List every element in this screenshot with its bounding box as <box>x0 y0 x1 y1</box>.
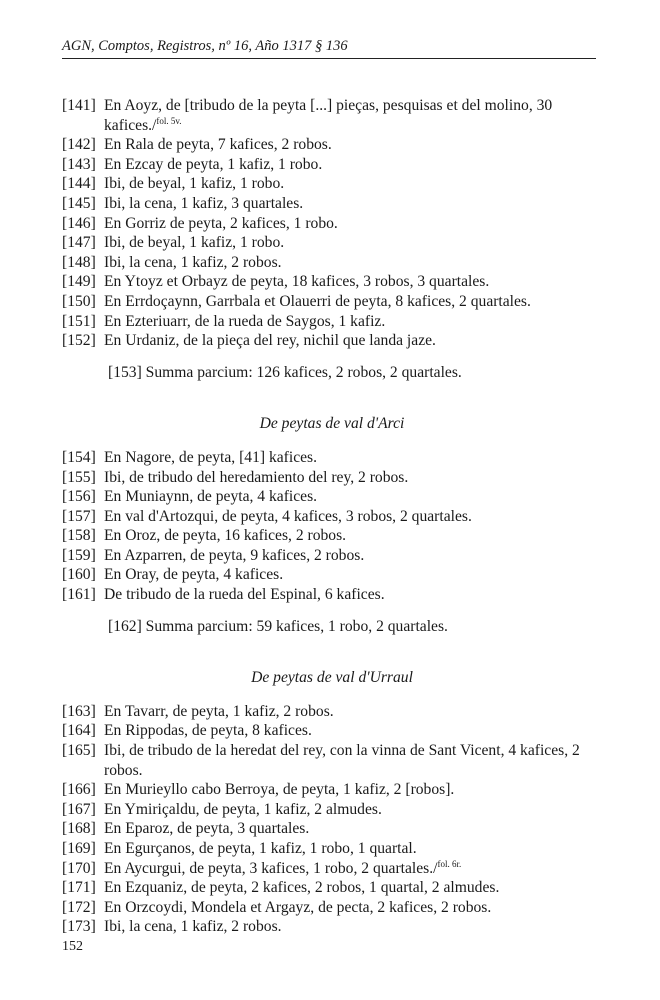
entry-text-wrap <box>104 96 602 135</box>
document-body <box>62 96 602 937</box>
entry-text: Ibi, de tribudo de la heredat del rey, con la vinna de Sant Vicent, 4 kafices, 2 robos. <box>104 742 580 779</box>
entry-number: [154] <box>62 448 96 466</box>
entry-text-wrap <box>104 526 602 546</box>
entry-number: [146] <box>62 214 96 232</box>
entry-number: [157] <box>62 507 96 525</box>
entry-row <box>62 468 602 488</box>
entry-text-wrap <box>104 585 602 605</box>
entry-row <box>62 546 602 566</box>
entry-text-wrap <box>104 487 602 507</box>
entry-text: En Azparren, de peyta, 9 kafices, 2 robos. <box>104 546 365 564</box>
entry-row <box>62 741 602 780</box>
entry-number: [151] <box>62 312 96 330</box>
entry-text-wrap <box>104 917 602 937</box>
entry-row <box>62 565 602 585</box>
entry-number: [171] <box>62 879 96 897</box>
entry-text-wrap <box>104 800 602 820</box>
entry-row <box>62 507 602 527</box>
entry-text: En Ezcay de peyta, 1 kafiz, 1 robo. <box>104 155 323 173</box>
entry-text: En Murieyllo cabo Berroya, de peyta, 1 kafiz, 2 [robos]. <box>104 781 455 799</box>
entry-text: En Tavarr, de peyta, 1 kafiz, 2 robos. <box>104 702 334 720</box>
entry-row <box>62 839 602 859</box>
entries-group-2 <box>62 448 602 605</box>
entry-text-wrap <box>104 741 602 780</box>
entry-text: En Rippodas, de peyta, 8 kafices. <box>104 722 312 740</box>
entry-text-wrap <box>104 312 602 332</box>
folio-note: fol. 6r. <box>437 858 462 869</box>
entry-text: En val d'Artozqui, de peyta, 4 kafices, 3 robos, 2 quartales. <box>104 507 472 525</box>
entry-number: [152] <box>62 332 96 350</box>
entry-row <box>62 526 602 546</box>
entry-row <box>62 780 602 800</box>
entry-text: En Egurçanos, de peyta, 1 kafiz, 1 robo, 1 quartal. <box>104 840 417 857</box>
entry-number: [169] <box>62 840 96 857</box>
entry-text: En Ezquaniz, de peyta, 2 kafices, 2 robos, 1 quartal, 2 almudes. <box>104 879 500 897</box>
entry-text-wrap <box>104 194 602 214</box>
entry-text-wrap <box>104 331 602 351</box>
entry-number: [167] <box>62 800 96 818</box>
entry-row <box>62 96 602 135</box>
entry-row <box>62 448 602 468</box>
entry-text-wrap <box>104 721 602 741</box>
entry-row <box>62 233 602 253</box>
entry-text-wrap <box>104 253 602 273</box>
entry-number: [159] <box>62 546 96 564</box>
entry-text: En Oroz, de peyta, 16 kafices, 2 robos. <box>104 527 347 545</box>
entry-row <box>62 174 602 194</box>
entry-row <box>62 272 602 292</box>
entry-text-wrap <box>104 859 602 879</box>
entry-text: En Rala de peyta, 7 kafices, 2 robos. <box>104 136 332 154</box>
entry-row <box>62 702 602 722</box>
entry-text: De tribudo de la rueda del Espinal, 6 kafices. <box>104 586 385 604</box>
entry-number: [150] <box>62 292 96 310</box>
entry-number: [156] <box>62 488 96 506</box>
entry-text: En Aycurgui, de peyta, 3 kafices, 1 robo, 2 quartales./ <box>104 859 438 877</box>
entry-text: En Aoyz, de [tribudo de la peyta [...] pieças, pesquisas et del molino, 30 kafices./ <box>104 97 553 134</box>
entry-text: En Nagore, de peyta, [41] kafices. <box>104 448 318 466</box>
entry-text: En Gorriz de peyta, 2 kafices, 1 robo. <box>104 214 338 232</box>
entry-text: En Urdaniz, de la pieça del rey, nichil que landa jaze. <box>104 332 436 350</box>
entry-row <box>62 253 602 273</box>
entry-number: [144] <box>62 175 96 193</box>
entry-number: [149] <box>62 273 96 291</box>
entry-text-wrap <box>104 233 602 253</box>
entry-number: [155] <box>62 468 96 486</box>
entry-row <box>62 878 602 898</box>
entry-number: [148] <box>62 253 96 271</box>
section-title-val-durraul: De peytas de val d'Urraul <box>251 669 413 687</box>
entry-text-wrap <box>104 780 602 800</box>
entry-number: [170] <box>62 859 96 877</box>
entry-text-wrap <box>104 272 602 292</box>
entry-number: [165] <box>62 742 96 760</box>
entry-number: [142] <box>62 136 96 154</box>
entry-number: [164] <box>62 722 96 740</box>
entry-text-wrap <box>104 174 602 194</box>
entry-row <box>62 194 602 214</box>
entry-row <box>62 312 602 332</box>
entry-text-wrap <box>104 135 602 155</box>
entry-text-wrap <box>104 292 602 312</box>
entry-row <box>62 214 602 234</box>
entry-row <box>62 331 602 351</box>
entry-text: En Oray, de peyta, 4 kafices. <box>104 566 284 584</box>
entry-number: [173] <box>62 918 96 936</box>
entry-text: En Ymiriçaldu, de peyta, 1 kafiz, 2 almudes. <box>104 800 382 818</box>
entry-row <box>62 135 602 155</box>
entry-text: En Ytoyz et Orbayz de peyta, 18 kafices, 3 robos, 3 quartales. <box>104 273 490 291</box>
entry-number: [163] <box>62 702 96 720</box>
entry-text-wrap <box>104 839 602 859</box>
entry-text-wrap <box>104 214 602 234</box>
entry-number: [147] <box>62 234 96 252</box>
entry-text-wrap <box>104 448 602 468</box>
entry-text-wrap <box>104 546 602 566</box>
running-head: AGN, Comptos, Registros, nº 16, Año 1317 § 136 <box>62 38 348 54</box>
entry-number: [166] <box>62 781 96 799</box>
entry-row <box>62 917 602 937</box>
entry-number: [160] <box>62 566 96 584</box>
entry-row <box>62 859 602 879</box>
entry-row <box>62 819 602 839</box>
entry-text: En Eparoz, de peyta, 3 quartales. <box>104 820 310 838</box>
entry-text: En Orzcoydi, Mondela et Argayz, de pecta, 2 kafices, 2 robos. <box>104 898 492 916</box>
entry-text: Ibi, de beyal, 1 kafiz, 1 robo. <box>104 175 285 193</box>
entry-text-wrap <box>104 155 602 175</box>
entry-text: Ibi, la cena, 1 kafiz, 2 robos. <box>104 253 282 271</box>
entry-row <box>62 155 602 175</box>
entry-text: Ibi, de beyal, 1 kafiz, 1 robo. <box>104 234 285 252</box>
entry-number: [141] <box>62 97 96 114</box>
entry-number: [145] <box>62 194 96 212</box>
entry-text: Ibi, de tribudo del heredamiento del rey, 2 robos. <box>104 468 409 486</box>
page-number: 152 <box>62 939 83 954</box>
entry-text: En Errdoçaynn, Garrbala et Olauerri de peyta, 8 kafices, 2 quartales. <box>104 292 531 310</box>
entry-text-wrap <box>104 702 602 722</box>
entry-text-wrap <box>104 565 602 585</box>
folio-note: fol. 5v. <box>156 115 182 126</box>
entry-number: [172] <box>62 898 96 916</box>
section-title-val-darci: De peytas de val d'Arci <box>259 415 405 433</box>
entries-group-1 <box>62 96 602 351</box>
entry-text: En Ezteriuarr, de la rueda de Saygos, 1 kafiz. <box>104 312 386 330</box>
entry-text: Ibi, la cena, 1 kafiz, 2 robos. <box>104 918 282 936</box>
entry-number: [161] <box>62 586 96 604</box>
entry-text-wrap <box>104 878 602 898</box>
summa-parcium-2: [162] Summa parcium: 59 kafices, 1 robo, 2 quartales. <box>108 617 448 635</box>
entry-text-wrap <box>104 468 602 488</box>
entry-row <box>62 721 602 741</box>
entry-number: [143] <box>62 155 96 173</box>
entry-number: [158] <box>62 527 96 545</box>
summa-parcium-1: [153] Summa parcium: 126 kafices, 2 robos, 2 quartales. <box>108 363 462 381</box>
entry-text-wrap <box>104 819 602 839</box>
entry-row <box>62 800 602 820</box>
entry-text: En Muniaynn, de peyta, 4 kafices. <box>104 488 318 506</box>
entry-row <box>62 487 602 507</box>
entry-text-wrap <box>104 898 602 918</box>
header-rule <box>62 58 596 59</box>
entry-row <box>62 292 602 312</box>
entries-group-3 <box>62 702 602 937</box>
entry-row <box>62 585 602 605</box>
entry-text-wrap <box>104 507 602 527</box>
entry-number: [168] <box>62 820 96 838</box>
entry-text: Ibi, la cena, 1 kafiz, 3 quartales. <box>104 194 304 212</box>
entry-row <box>62 898 602 918</box>
